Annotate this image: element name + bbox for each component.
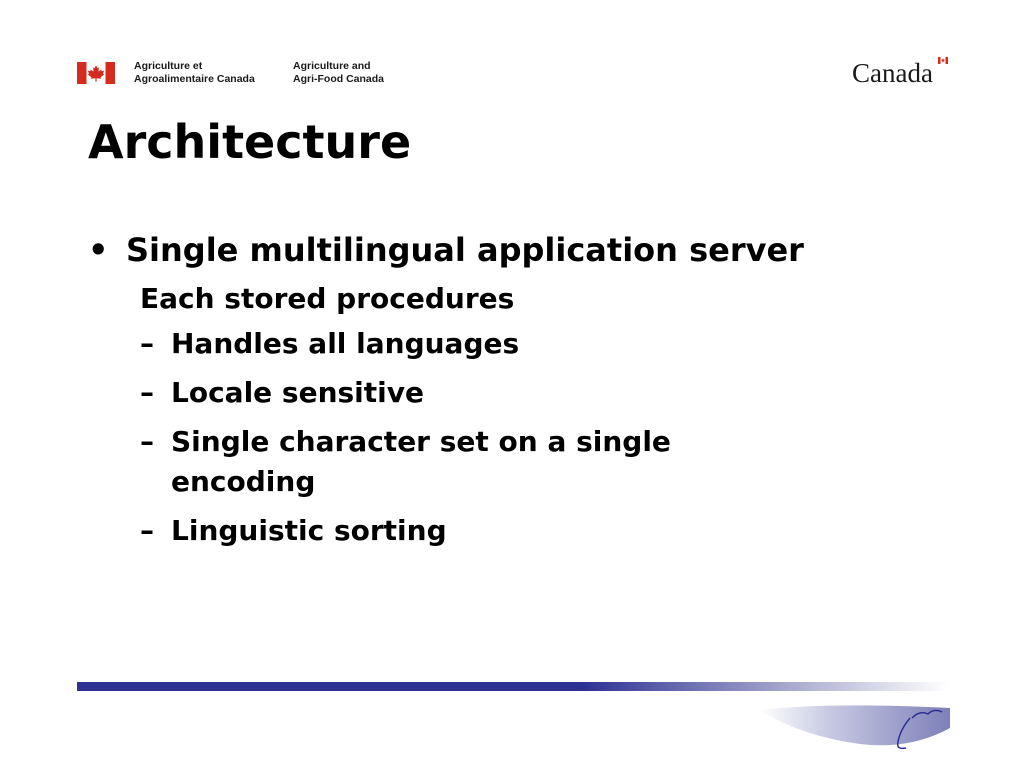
department-fr-line-2: Agroalimentaire Canada — [134, 73, 255, 85]
slide-content — [88, 226, 958, 560]
department-name-english — [293, 60, 384, 86]
dash-item-text: Single character set on a single encoding — [171, 425, 671, 498]
aafc-swoosh-logo — [760, 700, 955, 755]
dash-marker: – — [140, 376, 154, 409]
department-name-french — [134, 60, 255, 86]
footer-divider-bar — [77, 682, 949, 691]
wordmark-flag-icon — [938, 57, 948, 64]
bullet-marker: • — [88, 231, 109, 269]
dash-item — [88, 324, 958, 364]
canada-wordmark — [852, 55, 952, 89]
sub-heading: Each stored procedures — [140, 282, 515, 315]
dash-item-text: Handles all languages — [171, 327, 520, 360]
slide-title: Architecture — [88, 115, 412, 169]
department-en-line-1: Agriculture and — [293, 60, 371, 72]
dash-item — [88, 422, 958, 502]
dash-marker: – — [140, 425, 154, 458]
dash-item — [88, 373, 958, 413]
canada-flag-icon — [77, 62, 115, 84]
dash-marker: – — [140, 514, 154, 547]
department-fr-line-1: Agriculture et — [134, 60, 203, 72]
dash-marker: – — [140, 327, 154, 360]
department-en-line-2: Agri-Food Canada — [293, 73, 384, 85]
dash-item-text: Locale sensitive — [171, 376, 424, 409]
bullet-text: Single multilingual application server — [126, 231, 804, 269]
bullet-item — [88, 226, 958, 274]
dash-item-text: Linguistic sorting — [171, 514, 447, 547]
canada-wordmark-text: Canada — [852, 58, 933, 88]
dash-item — [88, 511, 958, 551]
